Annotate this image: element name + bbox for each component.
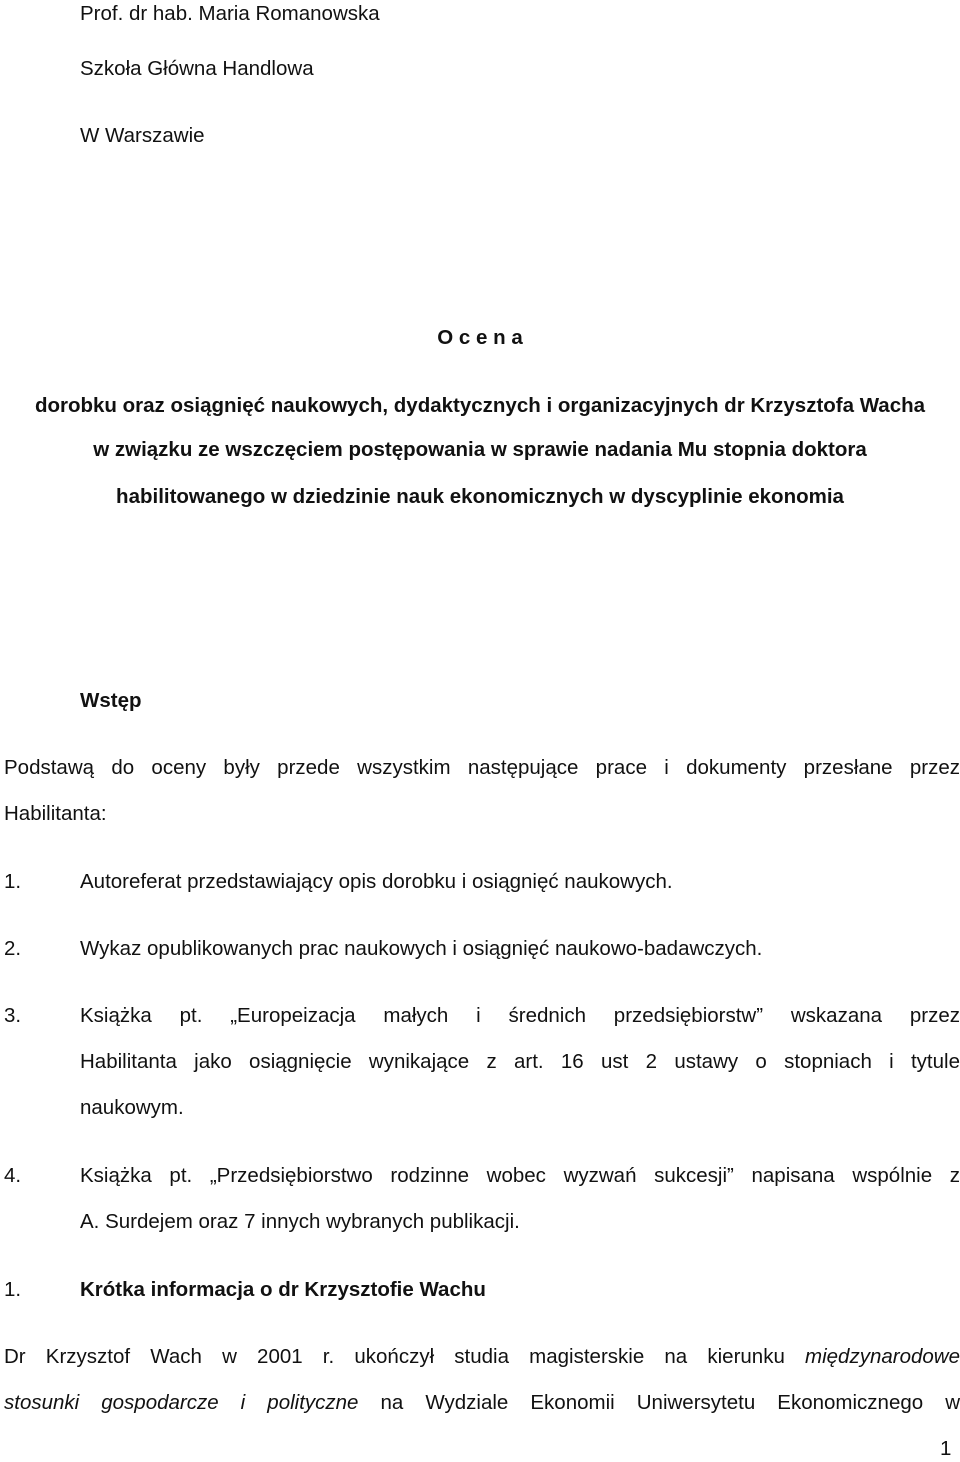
section-paragraph-line-2 — [4, 1391, 960, 1416]
author-line: Prof. dr hab. Maria Romanowska — [80, 2, 380, 25]
list-item-text: A. Surdejem oraz 7 innych wybranych publikacji. — [80, 1210, 520, 1233]
institution-line: Szkoła Główna Handlowa — [80, 57, 314, 80]
list-item-text: Książka pt. „Przedsiębiorstwo rodzinne wobec wyzwań sukcesji” napisana wspólnie z — [80, 1164, 960, 1187]
list-item-number: 2. — [4, 937, 22, 960]
intro-paragraph-line-1: Podstawą do oceny były przede wszystkim następujące prace i dokumenty przesłane przez — [4, 756, 960, 779]
list-item-number: 4. — [4, 1164, 22, 1187]
city-line: W Warszawie — [80, 124, 205, 147]
document-heading: O c e n a — [437, 326, 523, 349]
list-item-text: naukowym. — [80, 1096, 184, 1119]
list-item-text: Wykaz opublikowanych prac naukowych i osiągnięć naukowo-badawczych. — [80, 937, 763, 960]
paragraph-italic-text: międzynarodowe — [805, 1345, 960, 1368]
section-heading: Krótka informacja o dr Krzysztofie Wachu — [80, 1278, 486, 1301]
page-number: 1 — [940, 1437, 952, 1460]
list-item-number: 3. — [4, 1004, 22, 1027]
list-item-text: Książka pt. „Europeizacja małych i średnich przedsiębiorstw” wskazana przez — [80, 1004, 960, 1027]
section-paragraph-line-1 — [4, 1345, 960, 1370]
paragraph-text: na Wydziale Ekonomii Uniwersytetu Ekonomicznego w — [358, 1391, 960, 1414]
title-line-1: dorobku oraz osiągnięć naukowych, dydaktycznych i organizacyjnych dr Krzysztofa Wacha — [34, 394, 926, 417]
title-line-3: habilitowanego w dziedzinie nauk ekonomicznych w dyscyplinie ekonomia — [116, 485, 844, 508]
section-number: 1. — [4, 1278, 22, 1301]
list-item-text: Autoreferat przedstawiający opis dorobku i osiągnięć naukowych. — [80, 870, 673, 893]
intro-heading: Wstęp — [80, 689, 142, 712]
title-line-2: w związku ze wszczęciem postępowania w sprawie nadania Mu stopnia doktora — [93, 438, 867, 461]
paragraph-italic-text: stosunki gospodarcze i polityczne — [4, 1391, 359, 1414]
list-item-text: Habilitanta jako osiągnięcie wynikające z art. 16 ust 2 ustawy o stopniach i tytule — [80, 1050, 960, 1073]
list-item-number: 1. — [4, 870, 22, 893]
intro-paragraph-line-2: Habilitanta: — [4, 802, 107, 825]
paragraph-text: Dr Krzysztof Wach w 2001 r. ukończył studia magisterskie na kierunku — [4, 1345, 806, 1368]
